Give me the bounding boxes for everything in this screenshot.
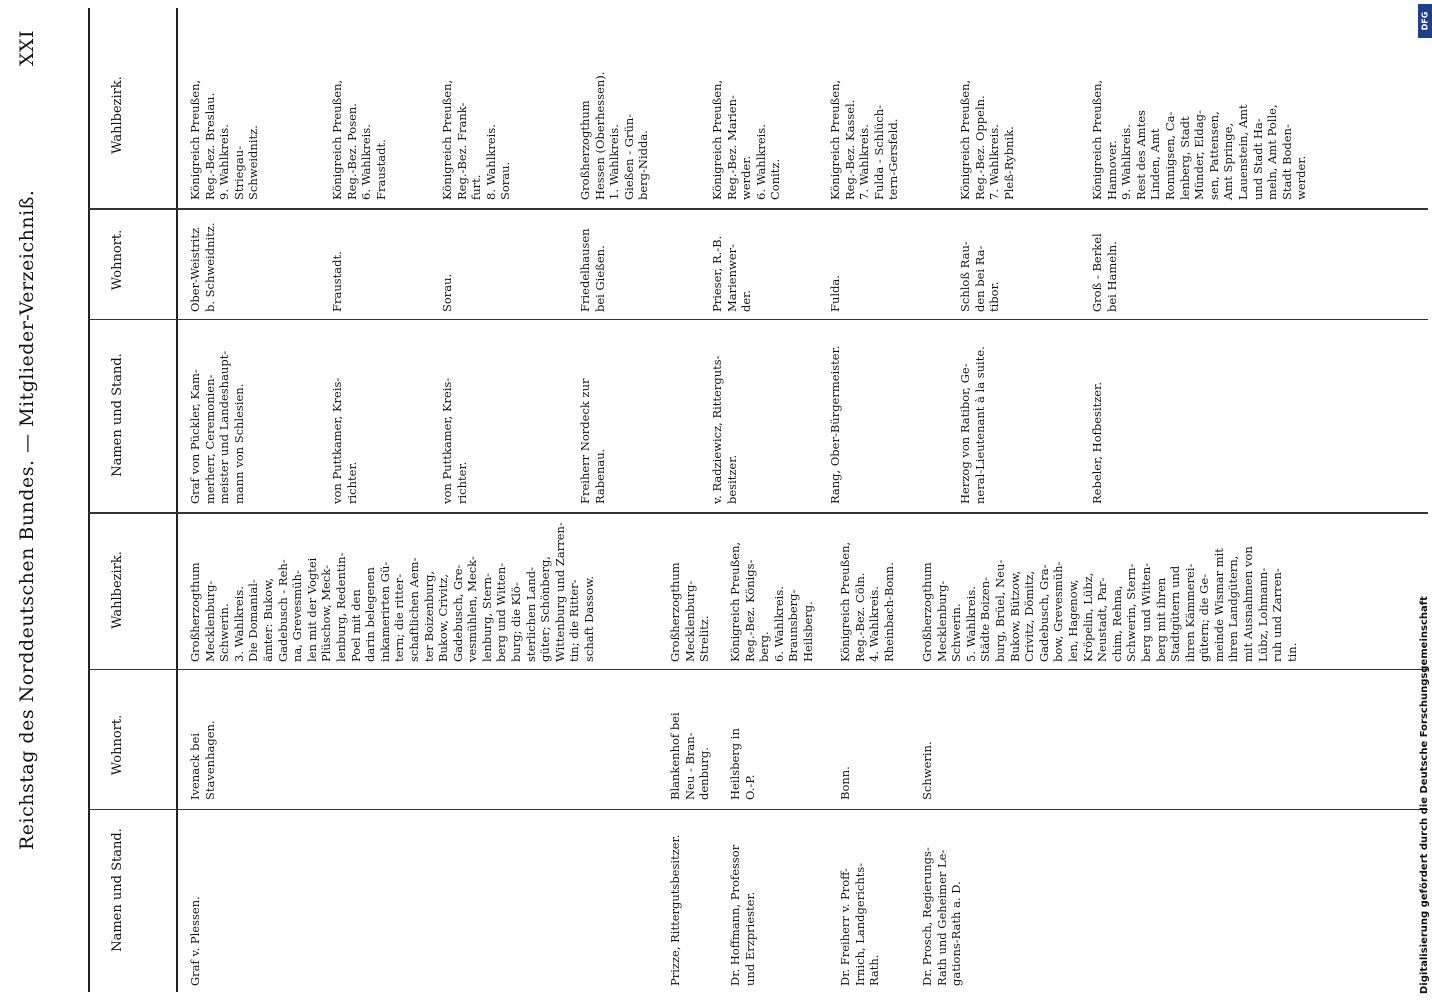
col-header-bezirk-left: Wahlbezirk. — [110, 551, 125, 629]
column-divider — [88, 512, 1428, 514]
dfg-logo — [1418, 4, 1432, 38]
member-name: Freiherr Nordeck zur Rabenau. — [578, 378, 607, 504]
member-wohnort: Sorau. — [440, 273, 454, 312]
page-title: Reichstag des Norddeutschen Bundes. — Mitglieder-Verzeichniß. — [16, 189, 38, 850]
column-divider — [88, 669, 1428, 670]
digitization-credit — [1418, 4, 1432, 994]
member-name: Graf von Pückler, Kam- merherr, Ceremonien- meister und Landeshaupt- mann von Schlesien. — [188, 350, 246, 504]
member-wohnort: Ivenack bei Stavenhagen. — [188, 720, 217, 800]
member-name: Dr. Prosch, Regierungs- Rath und Geheimer Le- gations-Rath a. D. — [920, 847, 964, 986]
member-wahlbezirk: Großherzogthum Mecklenburg- Schwerin. 5. Wahlkreis. Städte Boizen- burg, Brüel, Neu- Bukow, Bützow, Crivitz, Dömitz, Gadebusch, Gra- bow, Grevesmüh- len, Hagenow, Kröpelin, Lübz, Neustadt, Par- chim, Rehna, Schwerin, Stern- berg und Witten- berg mit ihren Stadtgütern und ihren Kämmerei- gütern; die Ge- meinde Wismar mit ihren Landgütern, mit Ausnahmen von Lübz, Lohmann- ruh und Zarren- tin. — [920, 546, 1299, 662]
member-wohnort: Bonn. — [838, 766, 852, 800]
member-name: Graf v. Plessen. — [188, 896, 202, 986]
dfg-logo-mark — [1418, 4, 1432, 38]
member-name: Herzog von Ratibor, Ge- neral-Lieutenant à la suite. — [958, 346, 987, 504]
member-name: v. Radziewicz, Ritterguts- besitzer. — [710, 355, 739, 504]
member-name: Dr. Freiherr v. Proff- Irnich, Landgerichts- Rath. — [838, 862, 882, 986]
member-wohnort: Prieser, R.-B. Marienwer- der. — [710, 235, 754, 312]
member-wohnort: Fraustadt. — [330, 251, 344, 312]
member-wohnort: Fulda. — [828, 275, 842, 312]
col-header-name-left: Namen und Stand. — [110, 828, 125, 952]
page-number: XXI — [16, 29, 38, 66]
top-rule — [88, 8, 90, 992]
column-divider — [88, 208, 1428, 210]
col-header-name-right: Namen und Stand. — [110, 353, 125, 477]
member-name: Dr. Hoffmann, Professor und Erzpriester. — [728, 844, 757, 986]
member-wahlbezirk: Königreich Preußen, Reg.-Bez. Königs- berg. 6. Wahlkreis. Braunsberg- Heilsberg. — [728, 541, 815, 662]
member-wohnort: Blankenhof bei Neu - Bran- denburg. — [668, 712, 712, 800]
member-name: Rebeler, Hofbesitzer. — [1090, 382, 1104, 504]
member-wohnort: Schloß Rau- den bei Ra- tibor. — [958, 241, 1002, 312]
member-wohnort: Schwerin. — [920, 741, 934, 800]
credit-text: Digitalisierung gefördert durch die Deutsche Forschungsgemeinschaft — [1419, 596, 1430, 994]
member-wahlbezirk: Großherzogthum Mecklenburg- Schwerin. 3. Wahlkreis. Die Domanial- ämter: Bukow, Gadebusch - Reh- na, Grevesmüh- len mit der Vogtei Plüschow, Meck- lenburg, Redentin- Poel mit den darin belegenen inkamerirten Gü- tern; die ritter- schaftlichen Aem- ter Boizenburg, Bukow, Crivitz, Gadebusch, Gre- vesmühlen, Meck- lenburg, Stern- berg und Witten- burg; die Klö- sterlichen Land- güter; Schönberg, Wittenburg und Zarren- tin; die Ritter- schaft Dassow. — [188, 522, 597, 662]
member-wahlbezirk: Königreich Preußen, Hannover. 9. Wahlkreis. Rest des Amtes Linden, Amt Ronnigsen, Ca- lenberg, Stadt Münder, Eldag- sen, Pattensen, Amt Springe, Lauenstein, Amt und Stadt Ha- meln, Amt Polle, Stadt Boden- werder. — [1090, 79, 1309, 200]
column-divider — [88, 319, 1428, 320]
member-wohnort: Heilsberg in O.-P. — [728, 728, 757, 800]
member-wahlbezirk: Königreich Preußen, Reg.-Bez. Kassel. 7. Wahlkreis. Fulda - Schlüch- tern-Gersfeld. — [828, 79, 901, 200]
member-wahlbezirk: Königreich Preußen, Reg.-Bez. Oppeln. 7. Wahlkreis. Pleß-Rybnik. — [958, 79, 1016, 200]
column-divider — [88, 809, 1428, 810]
member-wahlbezirk: Königreich Preußen, Reg.-Bez. Posen. 6. Wahlkreis. Fraustadt. — [330, 79, 388, 200]
member-name: Rang, Ober-Bürgermeister. — [828, 345, 842, 504]
member-wahlbezirk: Königreich Preußen, Reg.-Bez. Frank- furt. 8. Wahlkreis. Sorau. — [440, 79, 513, 200]
col-header-wohnort-right: Wohnort. — [110, 229, 125, 291]
col-header-bezirk-right: Wahlbezirk. — [110, 76, 125, 154]
member-wahlbezirk: Königreich Preußen, Reg.-Bez. Marien- werder. 6. Wahlkreis. Conitz. — [710, 79, 783, 200]
dfg-logo-text: DFG — [1420, 11, 1430, 31]
member-wahlbezirk: Großherzogthum Hessen (Oberhessen). 1. Wahlkreis. Gießen - Grün- berg-Nidda. — [578, 71, 651, 200]
header-rule — [176, 8, 178, 992]
member-wahlbezirk: Königreich Preußen, Reg.-Bez. Breslau. 9. Wahlkreis. Striegau- Schweidnitz. — [188, 79, 261, 200]
member-wohnort: Friedelhausen bei Gießen. — [578, 228, 607, 312]
member-name: von Puttkamer, Kreis- richter. — [330, 377, 359, 504]
member-wahlbezirk: Großherzogthum Mecklenburg- Strelitz. — [668, 562, 712, 662]
member-wahlbezirk: Königreich Preußen, Reg.-Bez. Cöln. 4. Wahlkreis. Rheinbach-Bonn. — [838, 541, 896, 662]
member-wohnort: Ober-Weistritz b. Schweidnitz. — [188, 222, 217, 312]
member-name: Prizze, Rittergutsbesitzer. — [668, 834, 682, 986]
member-wohnort: Groß - Berkel bei Hameln. — [1090, 233, 1119, 312]
member-name: von Puttkamer, Kreis- richter. — [440, 377, 469, 504]
col-header-wohnort-left: Wohnort. — [110, 714, 125, 776]
